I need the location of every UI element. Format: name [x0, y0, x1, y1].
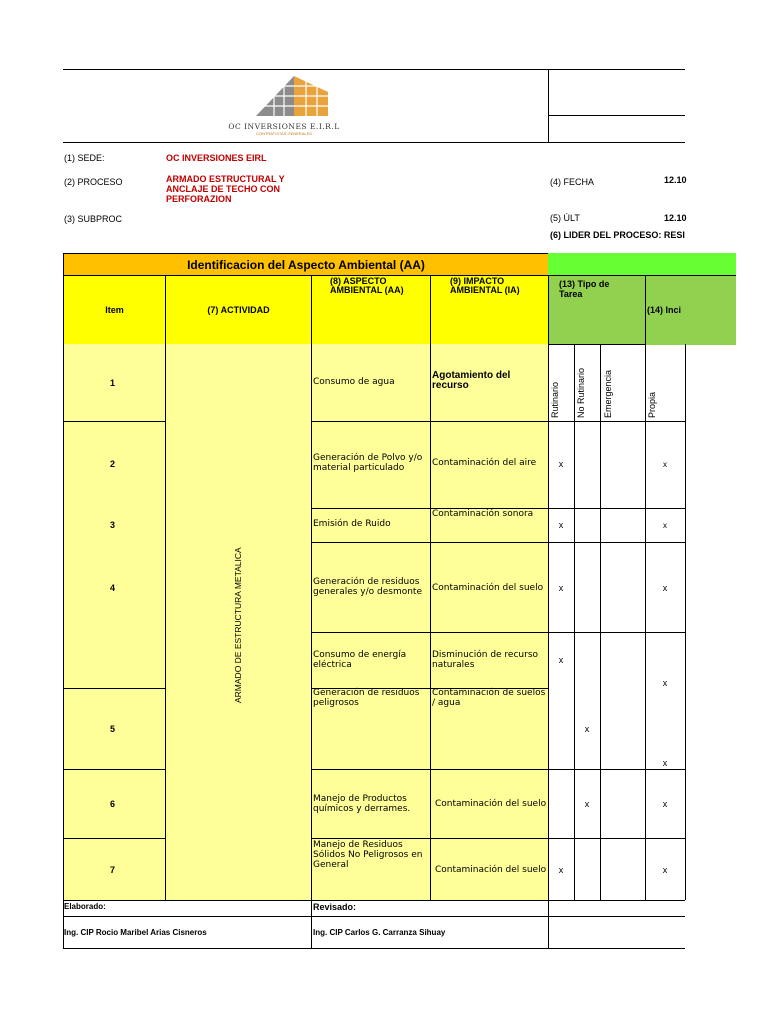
impacto-text: Contaminación del suelo: [432, 583, 544, 593]
impacto-text: Agotamiento del recurso: [432, 370, 511, 391]
ult-act-label: (5) ÚLT: [550, 213, 580, 223]
grid-line: [63, 421, 165, 422]
footer-line: [548, 900, 549, 949]
sub-propia: Propia: [647, 391, 657, 418]
col-incidencia: (14) Inci: [647, 305, 682, 315]
green-header-band: [548, 253, 736, 276]
header-top-border: [63, 69, 685, 70]
col-item: Item: [63, 275, 166, 345]
item-number: 2: [110, 459, 116, 469]
col-impacto: (9) IMPACTO AMBIENTAL (IA): [450, 276, 520, 295]
mark-no-rutinario: x: [584, 724, 590, 734]
elaborado-label: Elaborado:: [64, 902, 106, 911]
sede-label: (1) SEDE:: [64, 153, 105, 163]
mark-no-rutinario: x: [584, 799, 590, 809]
item-number: 6: [110, 799, 116, 809]
mark-propia: x: [663, 460, 667, 469]
sub-rutinario: Rutinario: [550, 381, 560, 418]
aspecto-text: Generación de Polvo y/o material particulado: [313, 453, 423, 473]
grid-line: [311, 344, 312, 900]
impacto-text: Contaminación de suelos / agua: [432, 688, 546, 708]
grid-line: [645, 344, 646, 900]
col-actividad: (7) ACTIVIDAD: [165, 275, 312, 345]
col-tipo-tarea-cell: [548, 275, 646, 345]
aspecto-text: Manejo de Residuos Sólidos No Peligrosos en General: [313, 840, 423, 870]
revisado-label: Revisado:: [313, 902, 357, 912]
footer-line: [311, 900, 312, 949]
grid-line: [63, 688, 165, 689]
aspecto-text: Consumo de energía eléctrica: [313, 650, 407, 670]
section-title: Identificacion del Aspecto Ambiental (AA): [63, 253, 549, 276]
footer-line: [63, 948, 685, 949]
company-logo: [222, 72, 346, 138]
col-incidencia-cell: [645, 275, 736, 345]
mark-propia: x: [662, 758, 668, 768]
impacto-text: Contaminación sonora: [432, 509, 534, 519]
mark-rutinario: x: [558, 459, 564, 469]
col-impacto-cell: [430, 275, 549, 345]
ult-act-value: 12.10: [664, 213, 687, 223]
grid-line: [63, 900, 685, 901]
logo-building-icon: [222, 72, 346, 122]
header-bottom-border: [63, 142, 685, 143]
elaborado-name: Ing. CIP Rocio Maribel Arias Cisneros: [64, 928, 207, 937]
logo-tagline: CONTRATISTAS GENERALES: [256, 131, 312, 136]
aspecto-text: Emisión de Ruido: [313, 519, 391, 529]
mark-rutinario: x: [558, 655, 564, 665]
mark-propia: x: [663, 521, 667, 530]
activity-label: ARMADO DE ESTRUCTURA METALICA: [233, 547, 243, 703]
grid-line: [311, 838, 685, 839]
grid-line: [63, 838, 165, 839]
aspecto-text: Generación de residuos peligrosos: [313, 688, 420, 708]
mark-propia: x: [662, 799, 668, 809]
subproc-label: (3) SUBPROC: [64, 214, 123, 224]
item-number: 7: [110, 865, 116, 875]
fecha-value: 12.10: [664, 175, 687, 185]
aspecto-text: Generación de residuos generales y/o desmonte: [313, 577, 423, 597]
grid-line: [165, 344, 166, 900]
logo-company-name: OC INVERSIONES E.I.R.L: [228, 122, 340, 131]
grid-line: [574, 344, 575, 900]
footer-line: [63, 916, 685, 917]
mark-rutinario: x: [558, 865, 564, 875]
sub-no-rutinario: No Rutinario: [576, 367, 586, 418]
grid-line: [63, 344, 64, 900]
revisado-name: Ing. CIP Carlos G. Carranza Sihuay: [313, 928, 446, 937]
col-aspecto: (8) ASPECTO AMBIENTAL (AA): [330, 276, 404, 295]
item-number: 1: [110, 378, 116, 388]
impacto-text: Disminución de recurso naturales: [432, 650, 539, 670]
item-number: 3: [110, 520, 116, 530]
item-number: 5: [110, 724, 116, 734]
grid-line: [430, 344, 431, 900]
mark-propia: x: [662, 678, 668, 688]
grid-line: [600, 344, 601, 900]
col-aspecto-cell: [311, 275, 431, 345]
impacto-text: Contaminación del suelo: [435, 799, 547, 809]
aspecto-text: Manejo de Productos químicos y derrames.: [313, 794, 411, 814]
proceso-value: ARMADO ESTRUCTURAL Y ANCLAJE DE TECHO CON PERFORAZION: [166, 174, 285, 204]
grid-line: [311, 421, 685, 422]
mark-rutinario: x: [558, 583, 564, 593]
mark-propia: x: [662, 865, 668, 875]
sede-value: OC INVERSIONES EIRL: [166, 153, 267, 163]
fecha-label: (4) FECHA: [550, 177, 595, 187]
item-number: 4: [110, 583, 116, 593]
grid-line: [63, 769, 165, 770]
mark-rutinario: x: [558, 520, 564, 530]
table-body-bg: [63, 344, 549, 900]
aspecto-text: Consumo de agua: [313, 377, 395, 387]
grid-line: [685, 344, 686, 900]
header-inner-line: [548, 115, 685, 116]
impacto-text: Contaminación del aire: [432, 458, 537, 468]
col-tipo-tarea: (13) Tipo de Tarea: [559, 279, 610, 299]
grid-line: [311, 542, 685, 543]
header-divider: [548, 69, 549, 142]
grid-line: [548, 344, 549, 900]
grid-line: [311, 632, 685, 633]
lider-label: (6) LIDER DEL PROCESO: RESI: [550, 230, 685, 240]
grid-line: [311, 769, 685, 770]
mark-propia: x: [662, 583, 668, 593]
sub-emergencia: Emergencia: [603, 369, 613, 418]
impacto-text: Contaminación del suelo: [435, 865, 547, 875]
proceso-label: (2) PROCESO: [64, 177, 123, 187]
